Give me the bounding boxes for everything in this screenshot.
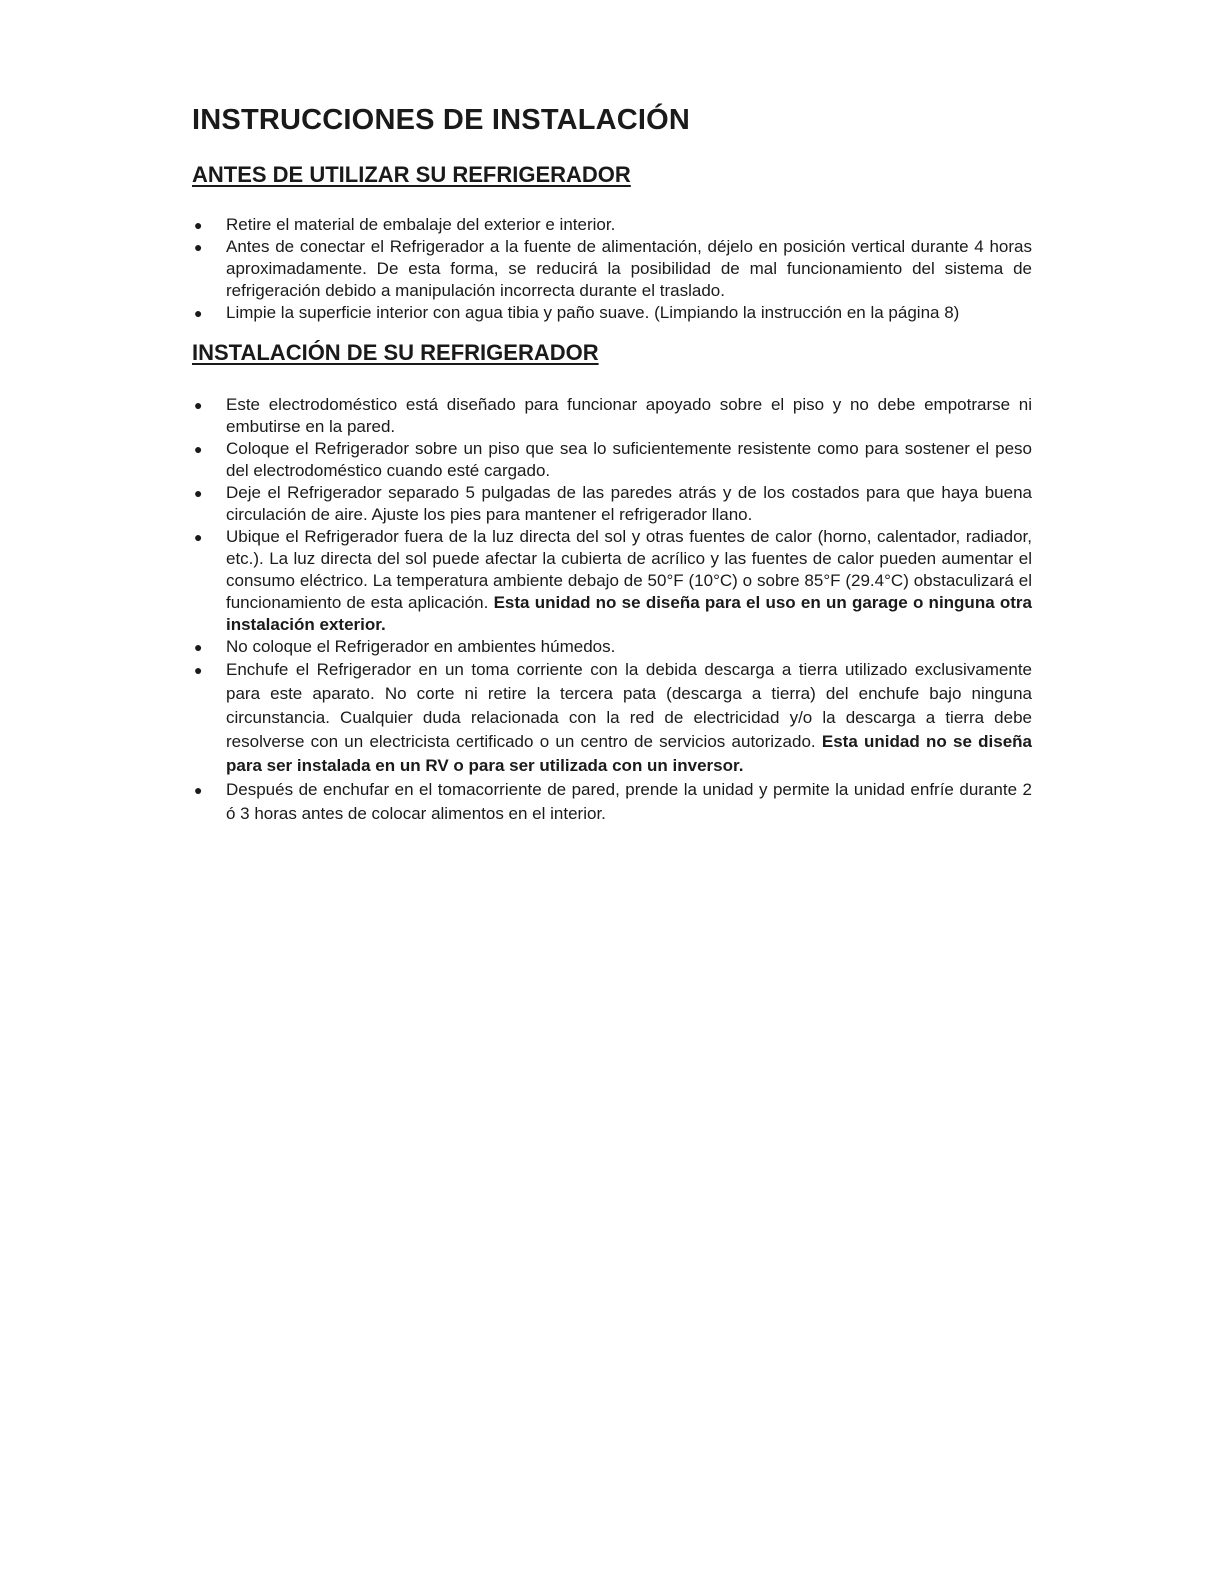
list-item-bold-text: Esta unidad no se diseña para ser instalada en un RV o para ser utilizada con un inversor. xyxy=(226,732,1032,775)
list-item xyxy=(192,214,1032,236)
list-item-text: Deje el Refrigerador separado 5 pulgadas de las paredes atrás y de los costados para que haya buena circulación de aire. Ajuste los pies para mantener el refrigerador llano. xyxy=(226,483,1032,524)
list-item-text: Después de enchufar en el tomacorriente de pared, prende la unidad y permite la unidad enfríe durante 2 ó 3 horas antes de colocar alimentos en el interior. xyxy=(226,780,1032,823)
bullet-icon: ● xyxy=(194,639,203,655)
bullet-icon: ● xyxy=(194,485,203,501)
list-item xyxy=(192,394,1032,438)
list-item xyxy=(192,636,1032,658)
list-item-text: Ubique el Refrigerador fuera de la luz directa del sol y otras fuentes de calor (horno, calentador, radiador, etc.). La luz directa del sol puede afectar la cubierta de acrílico y las fuentes de calor pueden aumentar el consumo eléctrico. La temperatura ambiente debajo de 50°F (10°C) o sobre 85°F (29.4°C) obstaculizará el funcionamiento de esta aplicación. xyxy=(226,527,1032,612)
bullet-icon: ● xyxy=(194,782,203,798)
section-heading-before-use: ANTES DE UTILIZAR SU REFRIGERADOR xyxy=(192,162,631,187)
list-item xyxy=(192,482,1032,526)
bullet-icon: ● xyxy=(194,397,203,413)
list-item xyxy=(192,778,1032,826)
list-item-text: Este electrodoméstico está diseñado para funcionar apoyado sobre el piso y no debe empotrarse ni embutirse en la pared. xyxy=(226,395,1032,436)
document-content xyxy=(192,100,1032,826)
bullet-icon: ● xyxy=(194,529,203,545)
list-item xyxy=(192,438,1032,482)
bullet-icon: ● xyxy=(194,239,203,255)
list-item-text: Coloque el Refrigerador sobre un piso que sea lo suficientemente resistente como para sostener el peso del electrodoméstico cuando esté cargado. xyxy=(226,439,1032,480)
list-item xyxy=(192,526,1032,636)
bullet-icon: ● xyxy=(194,441,203,457)
bullet-icon: ● xyxy=(194,305,203,321)
list-item xyxy=(192,302,1032,324)
section-heading-installation: INSTALACIÓN DE SU REFRIGERADOR xyxy=(192,340,599,365)
bullet-icon: ● xyxy=(194,217,203,233)
bullet-icon: ● xyxy=(194,662,203,678)
document-title: INSTRUCCIONES DE INSTALACIÓN xyxy=(192,104,691,136)
list-item xyxy=(192,236,1032,302)
list-item-text: Enchufe el Refrigerador en un toma corriente con la debida descarga a tierra utilizado exclusivamente para este aparato. No corte ni retire la tercera pata (descarga a tierra) del enchufe bajo ninguna circunstancia. Cualquier duda relacionada con la red de electricidad y/o la descarga a tierra debe resolverse con un electricista certificado o un centro de servicios autorizado. xyxy=(226,660,1032,751)
list-item xyxy=(192,658,1032,778)
list-item-bold-text: Esta unidad no se diseña para el uso en un garage o ninguna otra instalación exterior. xyxy=(226,593,1033,634)
list-item-text: Antes de conectar el Refrigerador a la fuente de alimentación, déjelo en posición vertical durante 4 horas aproximadamente. De esta forma, se reducirá la posibilidad de mal funcionamiento del sistema de refrigeración debido a manipulación incorrecta durante el traslado. xyxy=(226,237,1032,300)
installation-list xyxy=(192,394,1032,826)
list-item-text: No coloque el Refrigerador en ambientes húmedos. xyxy=(226,637,616,656)
list-item-text: Retire el material de embalaje del exterior e interior. xyxy=(226,215,616,234)
list-item-text: Limpie la superficie interior con agua tibia y paño suave. (Limpiando la instrucción en la página 8) xyxy=(226,303,960,322)
before-use-list xyxy=(192,214,1032,324)
